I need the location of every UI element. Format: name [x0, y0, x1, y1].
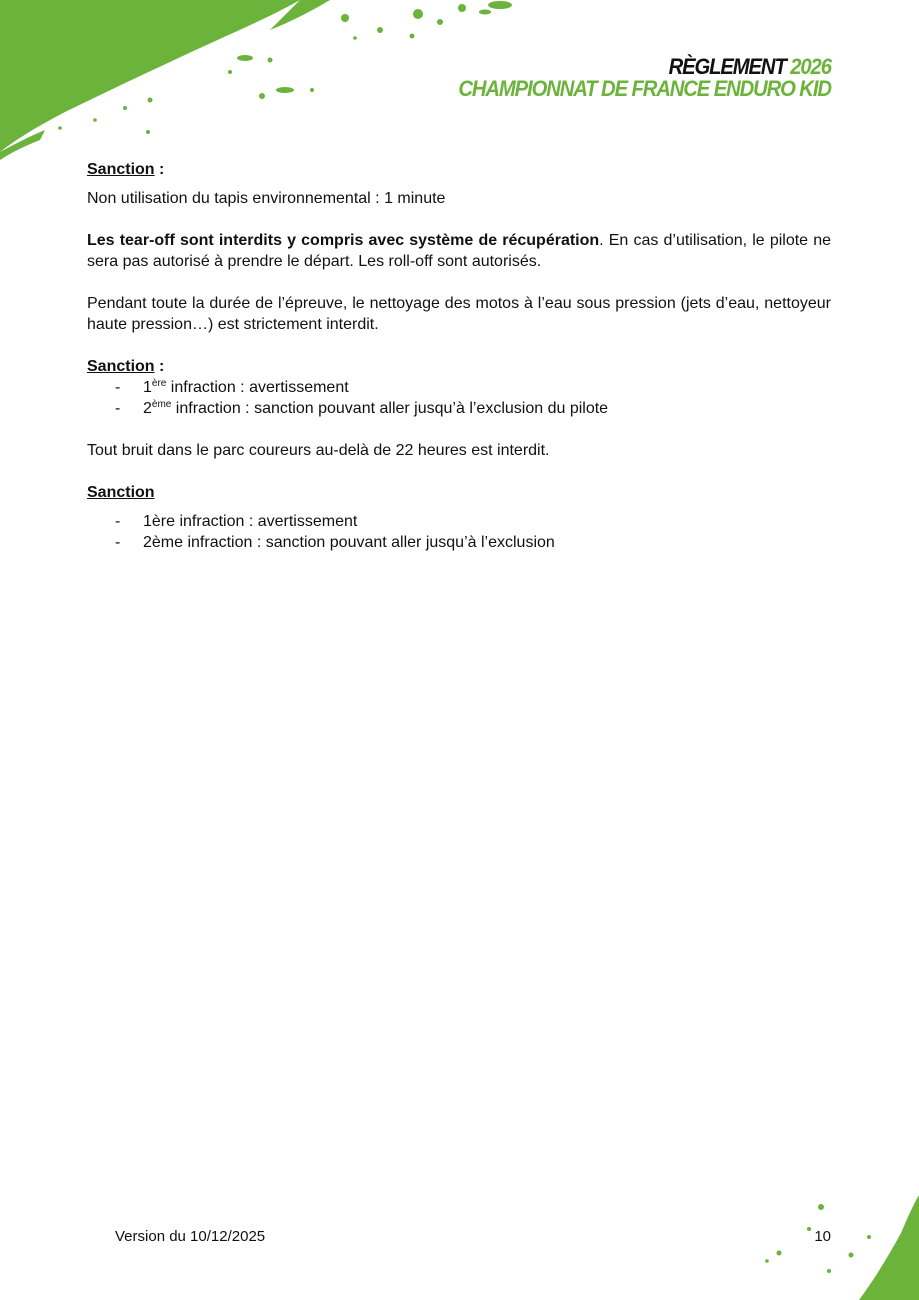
header-subtitle: CHAMPIONNAT DE FRANCE ENDURO KID	[458, 76, 831, 101]
list-item: - 1ère infraction : avertissement	[115, 513, 358, 530]
paragraph-tear-off: Les tear-off sont interdits y compris avec système de récupération. En cas d’utilisation, le pilote ne sera pas autorisé à prendre le départ. Les roll-off sont autorisés.	[87, 232, 832, 270]
page-number: 10	[814, 1228, 831, 1245]
header-title-year: 2026	[790, 54, 831, 79]
header-title	[459, 56, 831, 78]
list-item: - 2ème infraction : sanction pouvant aller jusqu’à l’exclusion	[115, 534, 555, 551]
sanction-list	[87, 377, 831, 419]
section-heading: Sanction	[87, 484, 155, 501]
document-header	[426, 56, 831, 100]
header-title-word: RÈGLEMENT	[668, 54, 786, 79]
paragraph-washing: Pendant toute la durée de l’épreuve, le nettoyage des motos à l’eau sous pression (jets d’eau, nettoyeur haute pression…) est strictement interdit.	[87, 295, 831, 333]
paragraph-noise: Tout bruit dans le parc coureurs au-delà de 22 heures est interdit.	[87, 442, 550, 459]
list-item: - 2ème infraction : sanction pouvant aller jusqu’à l’exclusion du pilote	[115, 399, 609, 417]
section-heading: Sanction :	[87, 358, 165, 375]
brush-stroke-bottom-decoration	[749, 1195, 919, 1300]
paragraph-env-mat: Non utilisation du tapis environnemental : 1 minute	[87, 190, 446, 207]
document-body	[87, 159, 831, 553]
list-item: - 1ère infraction : avertissement	[115, 378, 349, 396]
footer-version: Version du 10/12/2025	[115, 1228, 266, 1245]
section-heading: Sanction :	[87, 161, 165, 178]
sanction-list	[87, 511, 831, 553]
